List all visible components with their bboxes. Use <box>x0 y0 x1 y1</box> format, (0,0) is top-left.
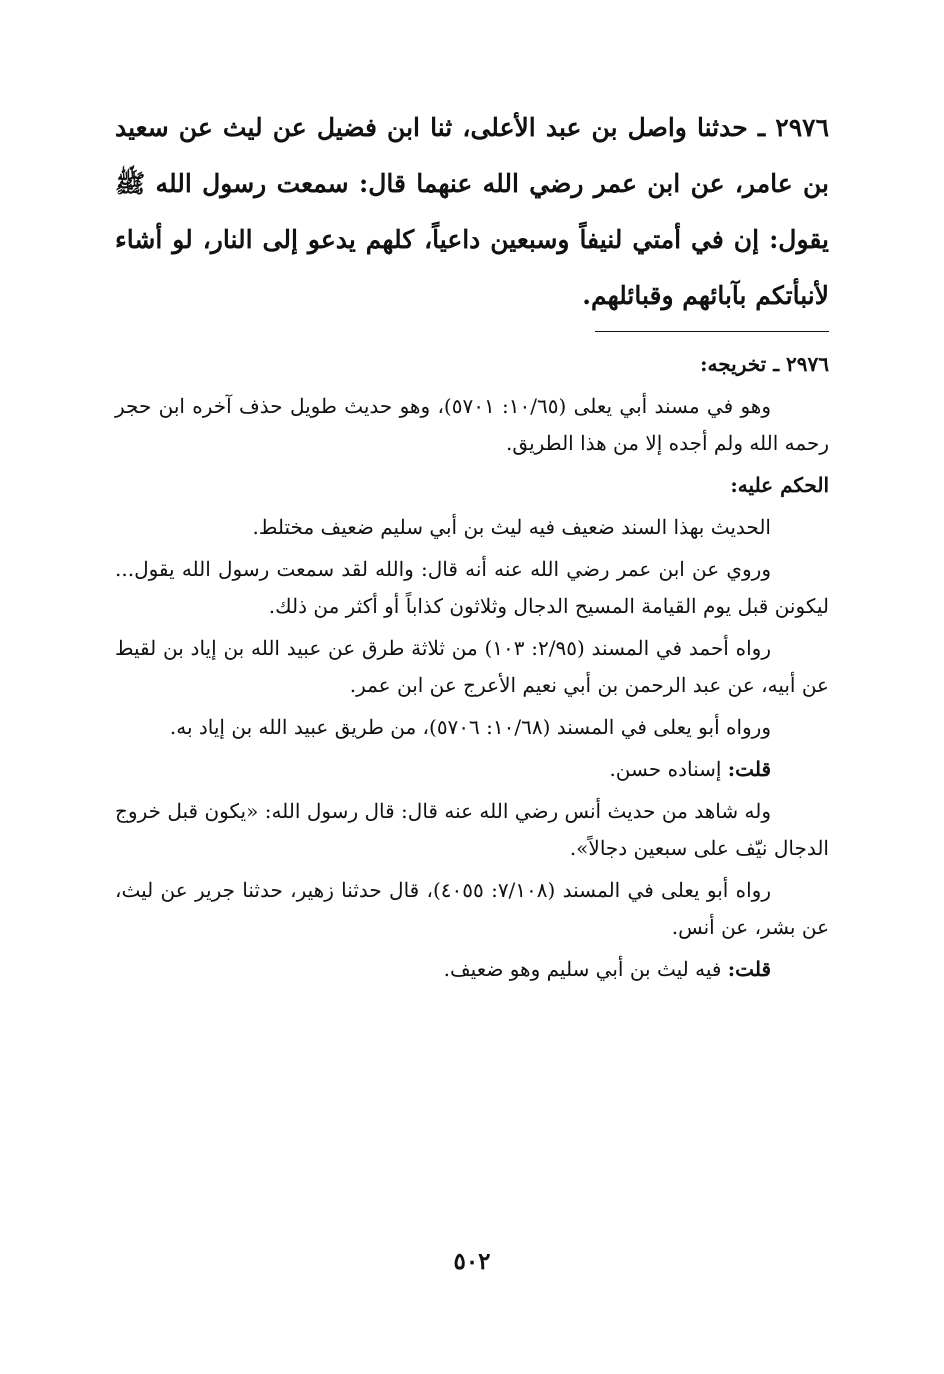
qult-paragraph-2 <box>115 951 829 988</box>
hadith-paragraph <box>115 100 829 324</box>
hadith-body: حدثنا واصل بن عبد الأعلى، ثنا ابن فضيل عن ليث عن سعيد بن عامر، عن ابن عمر رضي الله عنهما قال: سمعت رسول الله ﷺ يقول: إن في أمتي لنيفاً وسبعين داعياً، كلهم يدعو إلى النار، لو أشاء لأنبأتكم بآبائهم وقبائلهم. <box>115 113 829 310</box>
qult-label-2: قلت: <box>727 957 771 981</box>
hukm-paragraph-5: وله شاهد من حديث أنس رضي الله عنه قال: قال رسول الله: «يكون قبل خروج الدجال نيّف على سبعين دجالاً». <box>115 799 829 860</box>
qult-text-2: فيه ليث بن أبي سليم وهو ضعيف. <box>443 957 728 981</box>
hukm-paragraph-6: رواه أبو يعلى في المسند (٧/١٠٨: ٤٠٥٥)، قال حدثنا زهير، حدثنا جرير عن ليث، عن بشر، عن أنس. <box>115 878 829 939</box>
hukm-paragraph-4: ورواه أبو يعلى في المسند (١٠/٦٨: ٥٧٠٦)، من طريق عبيد الله بن إياد به. <box>169 715 771 739</box>
takhrij-heading: ٢٩٧٦ ـ تخريجه: <box>700 352 829 376</box>
hadith-dash: ـ <box>747 113 776 142</box>
notes-block <box>115 346 829 993</box>
hadith-number: ٢٩٧٦ <box>775 113 830 142</box>
footnote-separator <box>595 331 829 332</box>
hukm-heading: الحكم عليه: <box>730 473 829 497</box>
hukm-paragraph-1: الحديث بهذا السند ضعيف فيه ليث بن أبي سليم ضعيف مختلط. <box>252 515 771 539</box>
takhrij-paragraph: وهو في مسند أبي يعلى (١٠/٦٥: ٥٧٠١)، وهو حديث طويل حذف آخره ابن حجر رحمه الله ولم أجده إلا من هذا الطريق. <box>115 394 829 455</box>
page-number: ٥٠٢ <box>453 1248 491 1275</box>
hadith-text-block <box>115 100 829 324</box>
qult-text-1: إسناده حسن. <box>609 757 728 781</box>
qult-label-1: قلت: <box>727 757 771 781</box>
qult-paragraph-1 <box>115 751 829 788</box>
hukm-paragraph-3: رواه أحمد في المسند (٢/٩٥: ١٠٣) من ثلاثة طرق عن عبيد الله بن إياد بن لقيط عن أبيه، عن عبد الرحمن بن أبي نعيم الأعرج عن ابن عمر. <box>115 636 829 697</box>
hukm-paragraph-2: وروي عن ابن عمر رضي الله عنه أنه قال: والله لقد سمعت رسول الله يقول... ليكونن قبل يوم القيامة المسيح الدجال وثلاثون كذاباً أو أكثر من ذلك. <box>115 557 829 618</box>
